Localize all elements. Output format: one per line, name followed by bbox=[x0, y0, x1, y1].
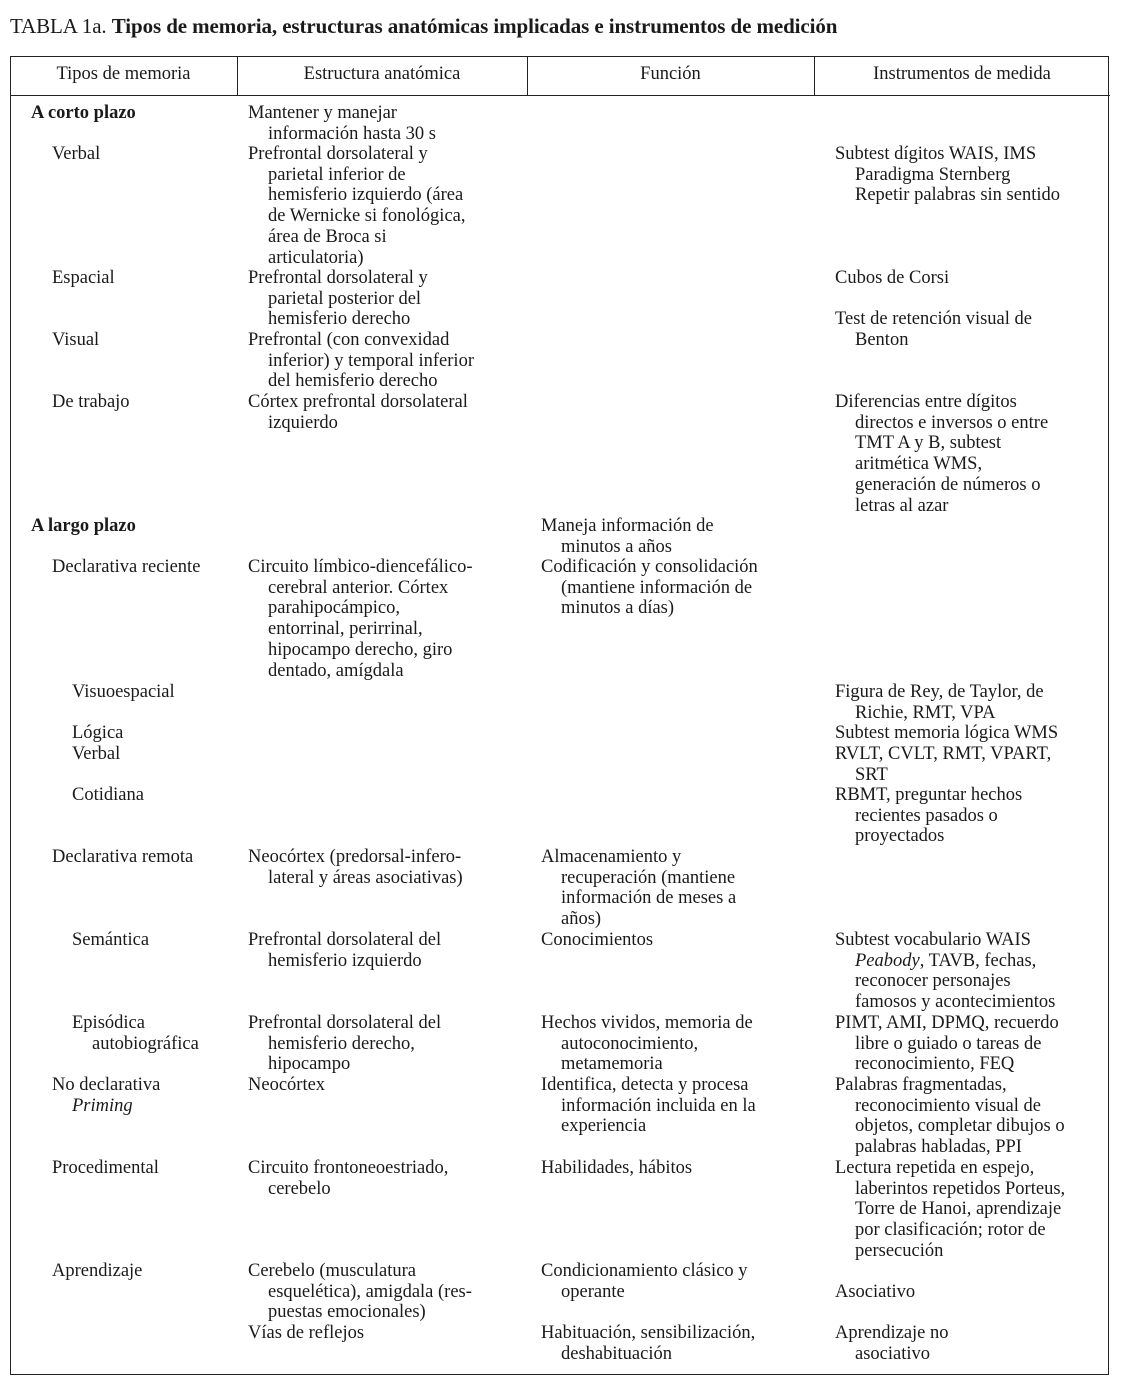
cell-memory-type bbox=[52, 330, 99, 351]
cell-line: Córtex prefrontal dorsolateral bbox=[248, 392, 468, 412]
cell-line: deshabituación bbox=[561, 1343, 672, 1364]
caption-label: TABLA 1a. bbox=[10, 14, 107, 38]
cell-structure bbox=[248, 330, 474, 392]
cell-line: inferior) y temporal inferior bbox=[268, 350, 474, 371]
cell-line: TMT A y B, subtest bbox=[855, 433, 1002, 454]
cell-structure bbox=[248, 144, 466, 268]
cell-function bbox=[541, 516, 714, 557]
header-funcion: Función bbox=[640, 64, 701, 84]
cell-line: Identifica, detecta y procesa bbox=[541, 1075, 749, 1095]
cell-line: Prefrontal dorsolateral del bbox=[248, 930, 442, 950]
cell-line: cerebelo bbox=[268, 1178, 331, 1199]
cell-structure bbox=[248, 268, 428, 330]
cell-line: Test de retención visual de bbox=[835, 309, 1032, 329]
cell-memory-type bbox=[31, 103, 136, 124]
cell-line: Richie, RMT, VPA bbox=[855, 702, 996, 723]
cell-structure bbox=[248, 930, 441, 971]
cell-line: Declarativa reciente bbox=[52, 557, 201, 577]
cell-instruments bbox=[835, 1282, 915, 1303]
cell-line: hipocampo bbox=[268, 1054, 351, 1075]
cell-line: Verbal bbox=[52, 144, 101, 164]
cell-structure bbox=[248, 1013, 441, 1075]
cell-line: recientes pasados o bbox=[855, 805, 998, 826]
cell-memory-type bbox=[72, 744, 120, 765]
cell-line: Habilidades, hábitos bbox=[541, 1158, 693, 1178]
cell-instruments bbox=[835, 744, 1051, 785]
cell-line: generación de números o bbox=[855, 474, 1041, 495]
cell-instruments bbox=[835, 682, 1044, 723]
cell-line: hemisferio izquierdo bbox=[268, 950, 422, 971]
cell-line: Vías de reflejos bbox=[248, 1323, 365, 1343]
cell-line: Subtest vocabulario WAIS bbox=[835, 930, 1031, 950]
cell-memory-type bbox=[52, 268, 115, 289]
cell-line: hipocampo derecho, giro bbox=[268, 639, 453, 660]
cell-line: Circuito límbico-diencefálico- bbox=[248, 557, 473, 577]
cell-line: lateral y áreas asociativas) bbox=[268, 867, 463, 888]
cell-line: Lógica bbox=[72, 723, 124, 743]
cell-line: A largo plazo bbox=[31, 516, 136, 536]
cell-line: Asociativo bbox=[835, 1282, 916, 1302]
cell-line: autoconocimiento, bbox=[561, 1033, 699, 1054]
cell-function bbox=[541, 930, 653, 951]
cell-memory-type bbox=[72, 682, 175, 703]
cell-memory-type bbox=[72, 930, 149, 951]
cell-function bbox=[541, 557, 758, 619]
cell-line: Diferencias entre dígitos bbox=[835, 392, 1017, 412]
cell-line: Peabody, TAVB, fechas, bbox=[855, 950, 1037, 971]
cell-line: por clasificación; rotor de bbox=[855, 1220, 1046, 1241]
cell-instruments bbox=[835, 930, 1055, 1013]
cell-line: PIMT, AMI, DPMQ, recuerdo bbox=[835, 1013, 1059, 1033]
cell-line: Repetir palabras sin sentido bbox=[855, 185, 1060, 206]
cell-line: hemisferio izquierdo (área bbox=[268, 185, 464, 206]
cell-line: Aprendizaje bbox=[52, 1261, 143, 1281]
cell-line: de Wernicke si fonológica, bbox=[268, 206, 466, 227]
cell-line: Declarativa remota bbox=[52, 847, 194, 867]
cell-instruments bbox=[835, 723, 1058, 744]
cell-line: Cubos de Corsi bbox=[835, 268, 950, 288]
cell-function bbox=[541, 1261, 748, 1302]
header-tipos: Tipos de memoria bbox=[56, 64, 191, 84]
cell-line: SRT bbox=[855, 764, 888, 785]
cell-line: izquierdo bbox=[268, 412, 338, 433]
cell-line: Lectura repetida en espejo, bbox=[835, 1158, 1035, 1178]
cell-line: Espacial bbox=[52, 268, 115, 288]
cell-line: años) bbox=[561, 909, 602, 930]
cell-line: esquelética), amigdala (res- bbox=[268, 1281, 472, 1302]
cell-line: Neocórtex bbox=[248, 1075, 326, 1095]
cell-instruments bbox=[835, 268, 949, 289]
cell-line: libre o guiado o tareas de bbox=[855, 1033, 1042, 1054]
cell-line: Circuito frontoneoestriado, bbox=[248, 1158, 449, 1178]
cell-line: A corto plazo bbox=[31, 103, 136, 123]
header-instrumentos: Instrumentos de medida bbox=[873, 64, 1051, 84]
cell-line: proyectados bbox=[855, 826, 945, 847]
cell-line: Prefrontal dorsolateral y bbox=[248, 268, 428, 288]
cell-instruments bbox=[835, 309, 1032, 350]
cell-line: RBMT, preguntar hechos bbox=[835, 785, 1023, 805]
cell-line: articulatoria) bbox=[268, 247, 364, 268]
cell-line: Paradigma Sternberg bbox=[855, 164, 1011, 185]
cell-line: (mantiene información de bbox=[561, 577, 753, 598]
cell-instruments bbox=[835, 1158, 1065, 1262]
cell-line: información incluida en la bbox=[561, 1095, 756, 1116]
cell-structure bbox=[248, 1323, 364, 1344]
cell-line: dentado, amígdala bbox=[268, 660, 404, 681]
cell-line: Prefrontal (con convexidad bbox=[248, 330, 450, 350]
cell-function bbox=[541, 1323, 755, 1364]
cell-instruments bbox=[835, 1075, 1065, 1158]
header-divider bbox=[10, 95, 1110, 96]
cell-line: parahipocámpico, bbox=[268, 598, 401, 619]
cell-line: información hasta 30 s bbox=[268, 123, 436, 144]
cell-memory-type bbox=[72, 1013, 199, 1054]
cell-line: Prefrontal dorsolateral del bbox=[248, 1013, 442, 1033]
cell-line: experiencia bbox=[561, 1116, 647, 1137]
cell-line: Procedimental bbox=[52, 1158, 159, 1178]
cell-structure bbox=[248, 847, 463, 888]
cell-line: recuperación (mantiene bbox=[561, 867, 736, 888]
cell-memory-type bbox=[52, 1158, 159, 1179]
cell-memory-type bbox=[52, 1075, 160, 1116]
cell-line: reconocimiento visual de bbox=[855, 1095, 1041, 1116]
cell-line: Visuoespacial bbox=[72, 682, 175, 702]
cell-function bbox=[541, 847, 736, 930]
cell-memory-type bbox=[52, 557, 200, 578]
cell-line: asociativo bbox=[855, 1343, 931, 1364]
cell-structure bbox=[248, 1158, 448, 1199]
cell-line: Visual bbox=[52, 330, 100, 350]
cell-line: aritmética WMS, bbox=[855, 454, 983, 475]
cell-line: reconocer personajes bbox=[855, 971, 1011, 992]
cell-instruments bbox=[835, 144, 1060, 206]
cell-line: Condicionamiento clásico y bbox=[541, 1261, 748, 1281]
cell-instruments bbox=[835, 1013, 1059, 1075]
cell-line: De trabajo bbox=[52, 392, 130, 412]
cell-structure bbox=[248, 392, 468, 433]
cell-line: Conocimientos bbox=[541, 930, 654, 950]
cell-instruments bbox=[835, 392, 1048, 516]
cell-structure bbox=[248, 1075, 325, 1096]
cell-structure bbox=[248, 103, 436, 144]
cell-line: área de Broca si bbox=[268, 226, 387, 247]
cell-line: Habituación, sensibilización, bbox=[541, 1323, 756, 1343]
cell-line: autobiográfica bbox=[92, 1033, 199, 1054]
cell-instruments bbox=[835, 1323, 949, 1364]
cell-line: hemisferio derecho bbox=[268, 309, 411, 330]
cell-line: Verbal bbox=[72, 744, 121, 764]
cell-line: Aprendizaje no bbox=[835, 1323, 949, 1343]
cell-line: parietal posterior del bbox=[268, 288, 422, 309]
cell-line: Neocórtex (predorsal-infero- bbox=[248, 847, 462, 867]
cell-line: puestas emocionales) bbox=[268, 1302, 426, 1323]
cell-line: metamemoria bbox=[561, 1054, 663, 1075]
cell-line: Codificación y consolidación bbox=[541, 557, 758, 577]
cell-line: Almacenamiento y bbox=[541, 847, 682, 867]
cell-line: Torre de Hanoi, aprendizaje bbox=[855, 1199, 1062, 1220]
cell-function bbox=[541, 1158, 692, 1179]
cell-line: palabras habladas, PPI bbox=[855, 1137, 1022, 1158]
caption-title: Tipos de memoria, estructuras anatómicas implicadas e instrumentos de medición bbox=[111, 14, 838, 38]
cell-line: Subtest dígitos WAIS, IMS bbox=[835, 144, 1037, 164]
cell-line: minutos a años bbox=[561, 536, 672, 557]
cell-line: información de meses a bbox=[561, 888, 737, 909]
cell-line: Episódica bbox=[72, 1013, 145, 1033]
cell-line: No declarativa bbox=[52, 1075, 161, 1095]
cell-structure bbox=[248, 1261, 472, 1323]
cell-memory-type bbox=[72, 723, 123, 744]
cell-line: Semántica bbox=[72, 930, 150, 950]
cell-line: minutos a días) bbox=[561, 598, 675, 619]
cell-line: persecución bbox=[855, 1240, 944, 1261]
cell-line: Palabras fragmentadas, bbox=[835, 1075, 1007, 1095]
cell-line: Figura de Rey, de Taylor, de bbox=[835, 682, 1044, 702]
cell-line: directos e inversos o entre bbox=[855, 412, 1049, 433]
cell-memory-type bbox=[52, 847, 193, 868]
cell-line: RVLT, CVLT, RMT, VPART, bbox=[835, 744, 1052, 764]
cell-line: parietal inferior de bbox=[268, 164, 406, 185]
cell-line: Maneja información de bbox=[541, 516, 714, 536]
cell-line: laberintos repetidos Porteus, bbox=[855, 1178, 1066, 1199]
cell-memory-type bbox=[72, 785, 144, 806]
cell-line: Prefrontal dorsolateral y bbox=[248, 144, 428, 164]
cell-line: famosos y acontecimientos bbox=[855, 992, 1056, 1013]
cell-line: Benton bbox=[855, 329, 909, 350]
cell-function bbox=[541, 1013, 753, 1075]
cell-line: letras al azar bbox=[855, 495, 949, 516]
table-caption bbox=[10, 14, 837, 39]
cell-line: entorrinal, perirrinal, bbox=[268, 619, 423, 640]
cell-line: Mantener y manejar bbox=[248, 103, 397, 123]
cell-instruments bbox=[835, 785, 1022, 847]
cell-line: Priming bbox=[72, 1095, 133, 1116]
header-estructura: Estructura anatómica bbox=[303, 64, 461, 84]
cell-line: objetos, completar dibujos o bbox=[855, 1116, 1065, 1137]
cell-line: Hechos vividos, memoria de bbox=[541, 1013, 753, 1033]
cell-line: operante bbox=[561, 1281, 625, 1302]
cell-function bbox=[541, 1075, 756, 1137]
cell-line: Subtest memoria lógica WMS bbox=[835, 723, 1059, 743]
cell-line: hemisferio derecho, bbox=[268, 1033, 415, 1054]
cell-memory-type bbox=[52, 144, 100, 165]
cell-line: del hemisferio derecho bbox=[268, 371, 438, 392]
cell-line: Cotidiana bbox=[72, 785, 144, 805]
cell-line: Cerebelo (musculatura bbox=[248, 1261, 416, 1281]
cell-memory-type bbox=[31, 516, 136, 537]
cell-structure bbox=[248, 557, 472, 681]
cell-line: reconocimiento, FEQ bbox=[855, 1054, 1015, 1075]
cell-memory-type bbox=[52, 392, 130, 413]
cell-line: cerebral anterior. Córtex bbox=[268, 577, 449, 598]
cell-memory-type bbox=[52, 1261, 142, 1282]
